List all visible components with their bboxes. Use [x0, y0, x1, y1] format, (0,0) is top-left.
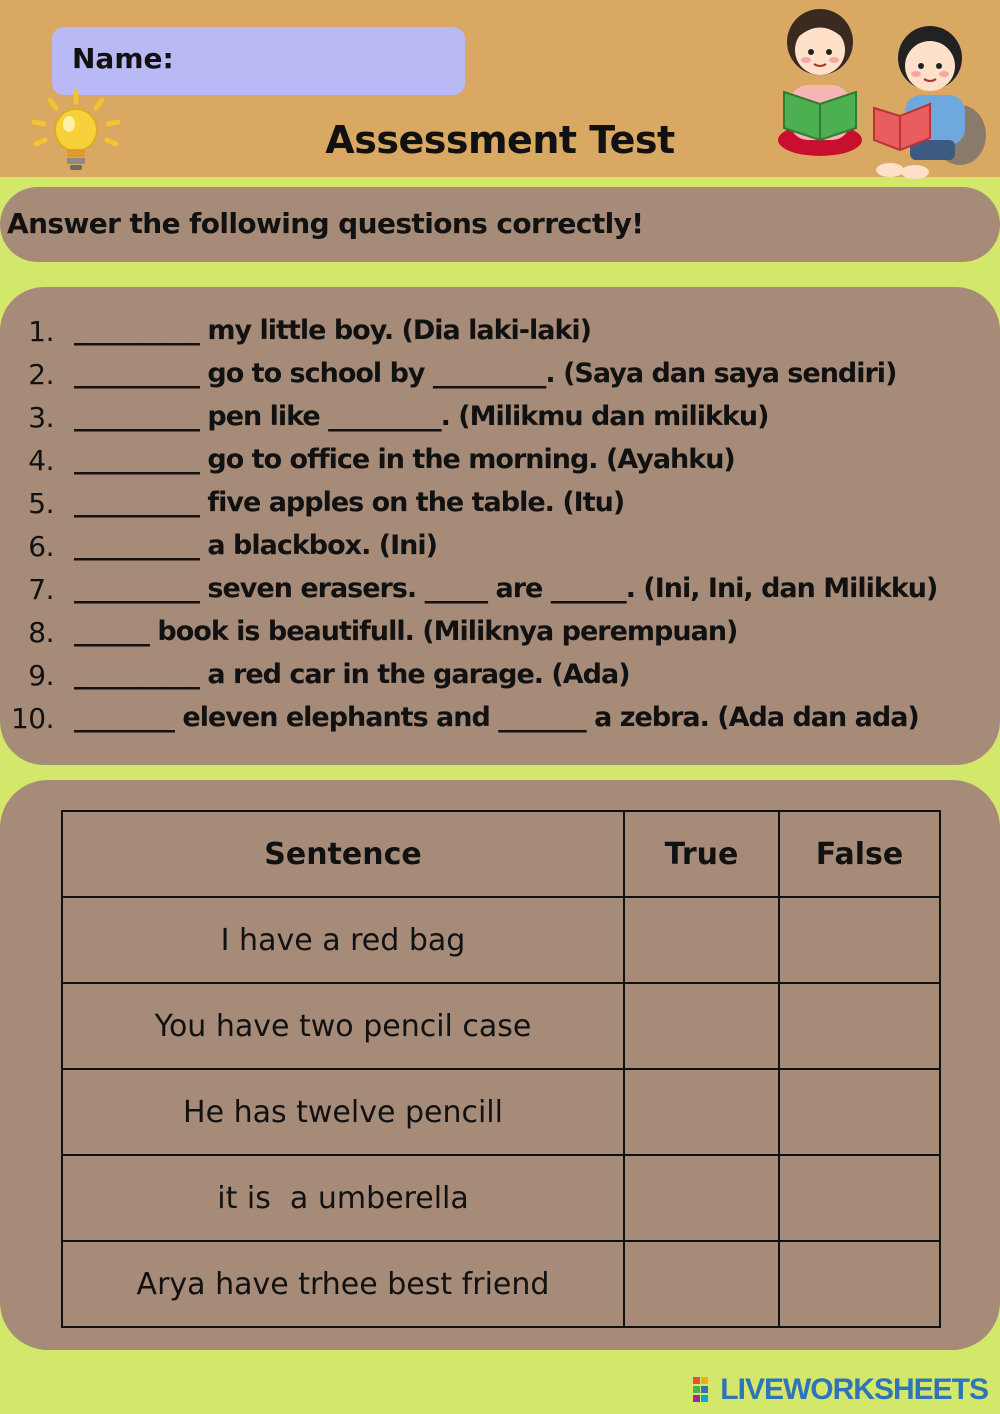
true-answer-cell[interactable]	[624, 1155, 779, 1241]
instruction-panel	[0, 187, 1000, 262]
sentence-cell: it is a umberella	[62, 1155, 624, 1241]
question-list	[0, 311, 1000, 741]
question-number: 7.	[28, 573, 54, 606]
sentence-cell: You have two pencil case	[62, 983, 624, 1069]
true-answer-cell[interactable]	[624, 983, 779, 1069]
question-text[interactable]: __________ seven erasers. _____ are ______. (Ini, Ini, dan Milikku)	[74, 573, 938, 604]
question-item	[0, 354, 1000, 397]
false-answer-cell[interactable]	[779, 1069, 940, 1155]
header	[0, 0, 1000, 177]
table-row	[62, 983, 940, 1069]
column-header-false: False	[779, 811, 940, 897]
question-item	[0, 612, 1000, 655]
true-false-table	[61, 810, 941, 1328]
question-item	[0, 655, 1000, 698]
table-row	[62, 1155, 940, 1241]
question-number: 10.	[10, 702, 54, 735]
name-label: Name:	[72, 42, 174, 75]
name-field-box[interactable]	[52, 27, 465, 95]
table-header-row	[62, 811, 940, 897]
question-number: 5.	[28, 487, 54, 520]
page-title: Assessment Test	[325, 118, 675, 162]
false-answer-cell[interactable]	[779, 983, 940, 1069]
table-row	[62, 1241, 940, 1327]
question-text[interactable]: __________ my little boy. (Dia laki-laki)	[74, 315, 592, 346]
question-item	[0, 311, 1000, 354]
brand-name: LIVEWORKSHEETS	[720, 1373, 988, 1406]
question-number: 6.	[28, 530, 54, 563]
question-number: 1.	[28, 315, 54, 348]
table-row	[62, 897, 940, 983]
question-text[interactable]: ________ eleven elephants and _______ a zebra. (Ada dan ada)	[74, 702, 919, 733]
true-false-panel	[0, 780, 1000, 1350]
false-answer-cell[interactable]	[779, 1155, 940, 1241]
question-number: 8.	[28, 616, 54, 649]
question-item	[0, 698, 1000, 741]
question-item	[0, 440, 1000, 483]
column-header-sentence: Sentence	[62, 811, 624, 897]
question-item	[0, 483, 1000, 526]
liveworksheets-logo-icon	[692, 1376, 718, 1404]
question-text[interactable]: __________ go to school by _________. (Saya dan saya sendiri)	[74, 358, 897, 389]
light-bulb-icon	[28, 88, 124, 174]
table-row	[62, 1069, 940, 1155]
sentence-cell: He has twelve pencill	[62, 1069, 624, 1155]
sentence-cell: Arya have trhee best friend	[62, 1241, 624, 1327]
question-number: 2.	[28, 358, 54, 391]
question-text[interactable]: ______ book is beautifull. (Miliknya perempuan)	[74, 616, 738, 647]
false-answer-cell[interactable]	[779, 897, 940, 983]
instruction-text: Answer the following questions correctly!	[7, 207, 644, 240]
question-item	[0, 397, 1000, 440]
question-item	[0, 526, 1000, 569]
name-input[interactable]	[170, 39, 454, 83]
question-number: 4.	[28, 444, 54, 477]
question-number: 9.	[28, 659, 54, 692]
false-answer-cell[interactable]	[779, 1241, 940, 1327]
question-text[interactable]: __________ go to office in the morning. (Ayahku)	[74, 444, 735, 475]
sentence-cell: I have a red bag	[62, 897, 624, 983]
question-text[interactable]: __________ a red car in the garage. (Ada)	[74, 659, 630, 690]
true-answer-cell[interactable]	[624, 1069, 779, 1155]
kids-reading-illustration	[770, 0, 992, 180]
question-text[interactable]: __________ a blackbox. (Ini)	[74, 530, 437, 561]
question-item	[0, 569, 1000, 612]
questions-panel	[0, 287, 1000, 765]
true-answer-cell[interactable]	[624, 1241, 779, 1327]
footer-brand	[692, 1372, 988, 1408]
question-number: 3.	[28, 401, 54, 434]
question-text[interactable]: __________ pen like _________. (Milikmu dan milikku)	[74, 401, 769, 432]
question-text[interactable]: __________ five apples on the table. (Itu)	[74, 487, 625, 518]
column-header-true: True	[624, 811, 779, 897]
true-answer-cell[interactable]	[624, 897, 779, 983]
